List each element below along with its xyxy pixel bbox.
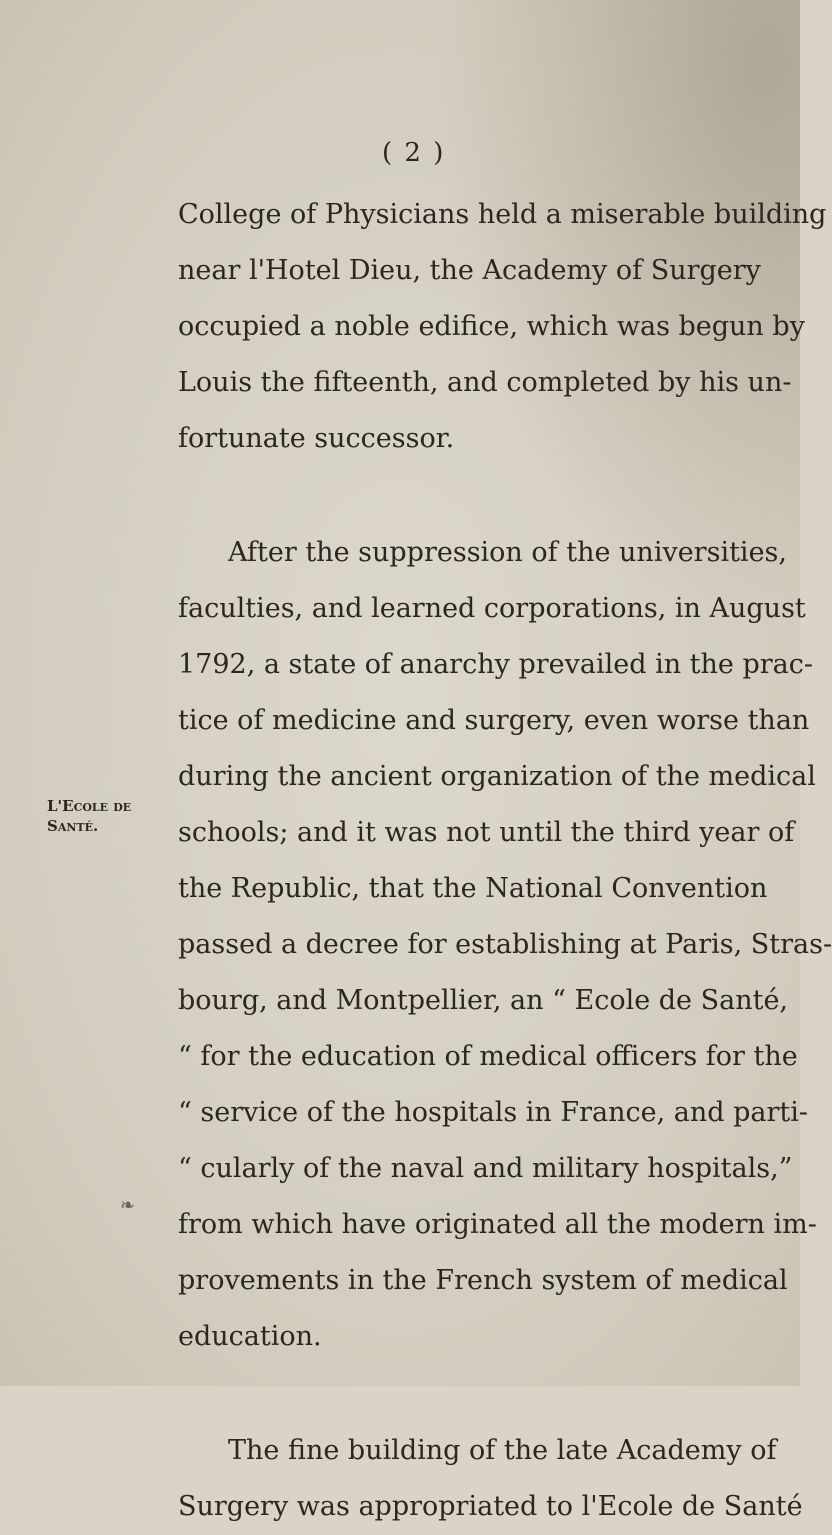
margin-note-line-2: Santé.	[47, 817, 99, 835]
text-line: from which have originated all the modern im-	[178, 1209, 817, 1240]
text-line: the Republic, that the National Convention	[178, 873, 768, 904]
text-line: faculties, and learned corporations, in August	[178, 593, 806, 624]
text-line: tice of medicine and surgery, even worse than	[178, 705, 810, 736]
page-number: ( 2 )	[382, 138, 446, 168]
ornament-icon: ❧	[120, 1195, 136, 1216]
text-line: After the suppression of the universities,	[228, 537, 787, 568]
text-line: Louis the fifteenth, and completed by his un-	[178, 367, 792, 398]
text-line: occupied a noble edifice, which was begun by	[178, 311, 805, 342]
margin-note-line-1: L'Ecole de	[47, 797, 132, 815]
text-line: “ cularly of the naval and military hospitals,”	[178, 1153, 793, 1184]
body-text	[178, 187, 832, 1535]
text-line: “ for the education of medical officers for the	[178, 1041, 798, 1072]
paragraph-3	[178, 1423, 803, 1535]
text-line: schools; and it was not until the third year of	[178, 817, 795, 848]
text-line: education.	[178, 1321, 322, 1352]
text-line: Surgery was appropriated to l'Ecole de Santé	[178, 1491, 803, 1522]
text-line: near l'Hotel Dieu, the Academy of Surgery	[178, 255, 761, 286]
text-line: passed a decree for establishing at Paris, Stras-	[178, 929, 832, 960]
paragraph-2	[178, 525, 832, 1365]
text-line: 1792, a state of anarchy prevailed in the prac-	[178, 649, 814, 680]
paragraph-1	[178, 187, 827, 467]
text-line: “ service of the hospitals in France, and parti-	[178, 1097, 809, 1128]
text-line: The fine building of the late Academy of	[228, 1435, 777, 1466]
text-line: bourg, and Montpellier, an “ Ecole de Santé,	[178, 985, 789, 1016]
margin-note	[47, 796, 167, 836]
text-line: provements in the French system of medical	[178, 1265, 788, 1296]
text-line: during the ancient organization of the medical	[178, 761, 816, 792]
text-line: fortunate successor.	[178, 423, 455, 454]
text-line: College of Physicians held a miserable building	[178, 199, 827, 230]
